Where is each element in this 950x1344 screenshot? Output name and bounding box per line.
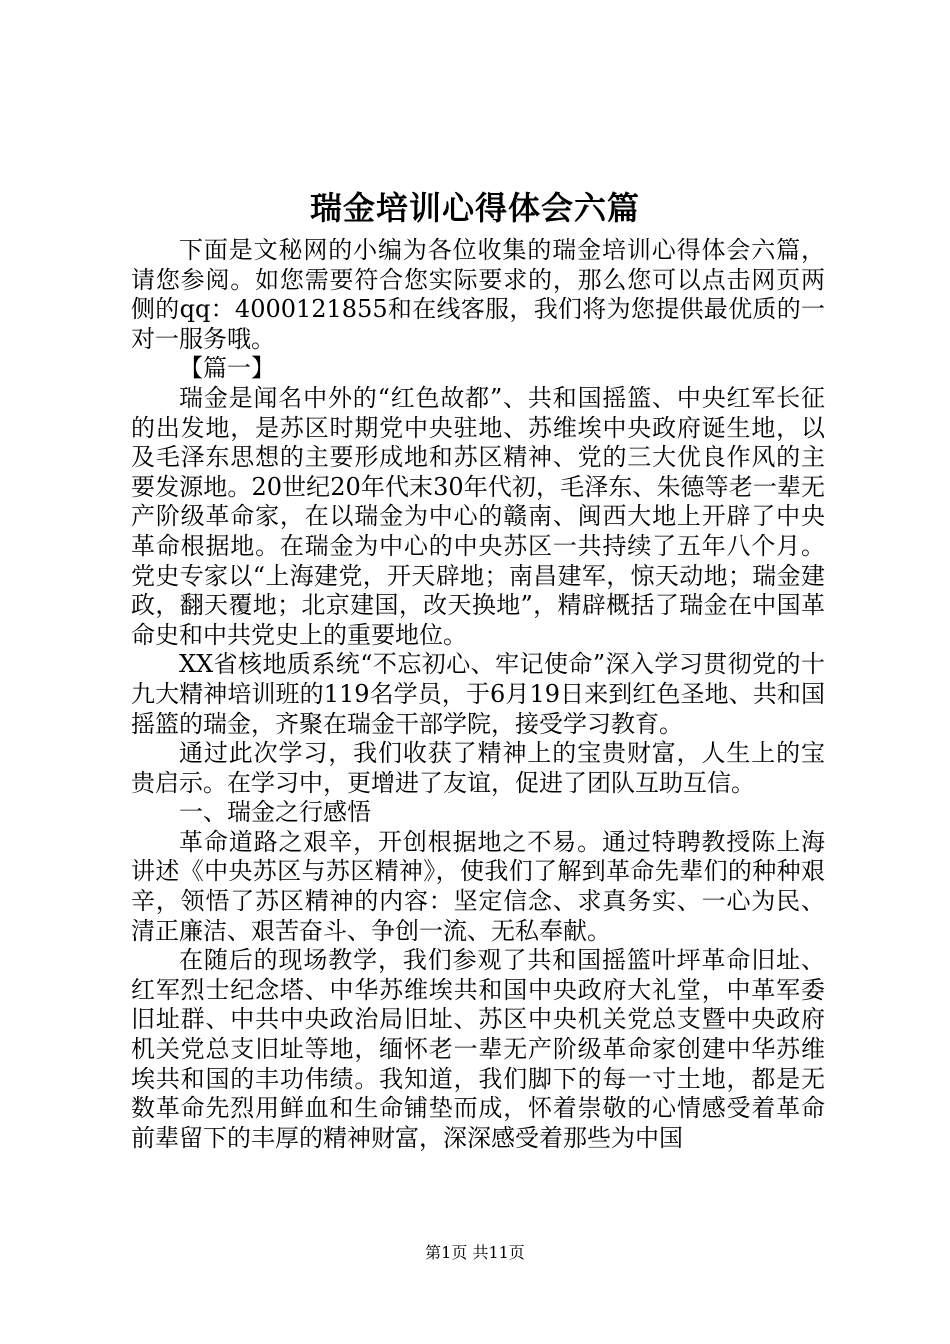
document-title: 瑞金培训心得体会六篇 bbox=[309, 189, 640, 227]
section-heading-part-one: 【篇一】 bbox=[179, 354, 275, 383]
paragraph-ruijin-history: 瑞金是闻名中外的“红色故都”、共和国摇篮、中央红军长征的出发地，是苏区时期党中央驻地、苏维埃中央政府诞生地，以及毛泽东思想的主要形成地和苏区精神、党的三大优良作风的主要发源地。20世纪20年代末30年代初，毛泽东、朱德等老一辈无产阶级革命家，在以瑞金为中心的赣南、闽西大地上开辟了中央革命根据地。在瑞金为中心的中央苏区一共持续了五年八个月。党史专家以“上海建党，开天辟地；南昌建军，惊天动地；瑞金建政，翻天覆地；北京建国，改天换地”，精辟概括了瑞金在中国革命史和中共党史上的重要地位。 bbox=[131, 383, 825, 649]
page-number-footer: 第1页 共11页 bbox=[425, 1243, 525, 1262]
paragraph-site-visit: 在随后的现场教学，我们参观了共和国摇篮叶坪革命旧址、红军烈士纪念塔、中华苏维埃共和国中央政府大礼堂，中革军委旧址群、中共中央政治局旧址、苏区中央机关党总支暨中央政府机关党总支旧址等地，缅怀老一辈无产阶级革命家创建中华苏维埃共和国的丰功伟绩。我知道，我们脚下的每一寸土地，都是无数革命先烈用鲜血和生命铺垫而成，怀着崇敬的心情感受着革命前辈留下的丰厚的精神财富，深深感受着那些为中国 bbox=[131, 946, 825, 1152]
paragraph-hardship: 革命道路之艰辛，开创根据地之不易。通过特聘教授陈上海讲述《中央苏区与苏区精神》，使我们了解到革命先辈们的种种艰辛，领悟了苏区精神的内容：坚定信念、求真务实、一心为民、清正廉洁、艰苦奋斗、争创一流、无私奉献。 bbox=[131, 827, 825, 945]
document-body bbox=[131, 236, 825, 1153]
subheading-reflections: 一、瑞金之行感悟 bbox=[179, 798, 371, 827]
paragraph-training-class: XX省核地质系统“不忘初心、牢记使命”深入学习贯彻党的十九大精神培训班的119名学员，于6月19日来到红色圣地、共和国摇篮的瑞金，齐聚在瑞金干部学院，接受学习教育。 bbox=[131, 650, 825, 738]
paragraph-gains: 通过此次学习，我们收获了精神上的宝贵财富，人生上的宝贵启示。在学习中，更增进了友谊，促进了团队互助互信。 bbox=[131, 739, 825, 797]
paragraph-intro: 下面是文秘网的小编为各位收集的瑞金培训心得体会六篇，请您参阅。如您需要符合您实际要求的，那么您可以点击网页两侧的qq：4000121855和在线客服，我们将为您提供最优质的一对一服务哦。 bbox=[131, 236, 825, 353]
